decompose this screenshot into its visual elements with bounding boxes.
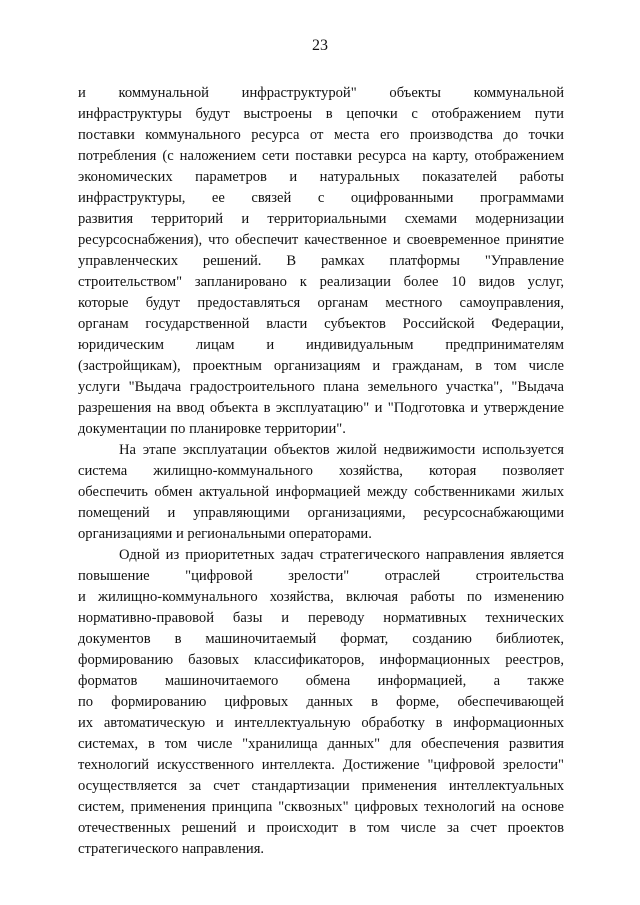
text-line: потребления (с наложением сети поставки ресурса на карту, отображением (78, 148, 564, 164)
paragraph-1 (78, 83, 564, 440)
text-line: экономических параметров и натуральных показателей работы (78, 169, 564, 185)
document-body (78, 83, 564, 860)
text-line: развития территорий и территориальными схемами модернизации (78, 211, 564, 227)
text-line: по формированию цифровых данных в форме, обеспечивающей (78, 694, 564, 710)
text-line: формированию базовых классификаторов, информационных реестров, (78, 652, 564, 668)
text-line: Одной из приоритетных задач стратегического направления является (119, 547, 564, 563)
text-line: документов в машиночитаемый формат, созданию библиотек, (78, 631, 564, 647)
text-line: инфраструктуры, ее связей с оцифрованными программами (78, 190, 564, 206)
text-line: На этапе эксплуатации объектов жилой недвижимости используется (119, 442, 564, 458)
text-line: (застройщикам), проектным организациям и гражданам, в том числе (78, 358, 564, 374)
text-line: система жилищно-коммунального хозяйства, которая позволяет (78, 463, 564, 479)
text-line: услуги "Выдача градостроительного плана земельного участка", "Выдача (78, 379, 564, 395)
text-line: органам государственной власти субъектов Российской Федерации, (78, 316, 564, 332)
text-line: обеспечить обмен актуальной информацией между собственниками жилых (78, 484, 564, 500)
paragraph-3 (78, 545, 564, 860)
text-line: повышение "цифровой зрелости" отраслей строительства (78, 568, 564, 584)
text-line: документации по планировке территории". (78, 421, 346, 437)
text-line: которые будут предоставляться органам местного самоуправления, (78, 295, 564, 311)
text-line: систем, применения принципа "сквозных" цифровых технологий на основе (78, 799, 564, 815)
text-line: форматов машиночитаемого обмена информацией, а также (78, 673, 564, 689)
text-line: помещений и управляющими организациями, ресурсоснабжающими (78, 505, 564, 521)
text-line: поставки коммунального ресурса от места его производства до точки (78, 127, 564, 143)
text-line: нормативно-правовой базы и переводу нормативных технических (78, 610, 564, 626)
text-line: ресурсоснабжения), что обеспечит качественное и своевременное принятие (78, 232, 564, 248)
text-line: отечественных решений и происходит в том числе за счет проектов (78, 820, 564, 836)
text-line: и коммунальной инфраструктурой" объекты коммунальной (78, 85, 564, 101)
text-line: строительством" запланировано к реализации более 10 видов услуг, (78, 274, 564, 290)
paragraph-2 (78, 440, 564, 545)
text-line: инфраструктуры будут выстроены в цепочки с отображением пути (78, 106, 564, 122)
text-line: их автоматическую и интеллектуальную обработку в информационных (78, 715, 564, 731)
text-line: осуществляется за счет стандартизации применения интеллектуальных (78, 778, 564, 794)
text-line: разрешения на ввод объекта в эксплуатацию" и "Подготовка и утверждение (78, 400, 564, 416)
text-line: системах, в том числе "хранилища данных" для обеспечения развития (78, 736, 564, 752)
text-line: организациями и региональными операторами. (78, 526, 372, 542)
text-line: юридическим лицам и индивидуальным предпринимателям (78, 337, 564, 353)
text-line: технологий искусственного интеллекта. Достижение "цифровой зрелости" (78, 757, 564, 773)
text-line: управленческих решений. В рамках платформы "Управление (78, 253, 564, 269)
text-line: и жилищно-коммунального хозяйства, включая работы по изменению (78, 589, 564, 605)
text-line: стратегического направления. (78, 841, 265, 857)
page-number: 23 (312, 37, 328, 54)
